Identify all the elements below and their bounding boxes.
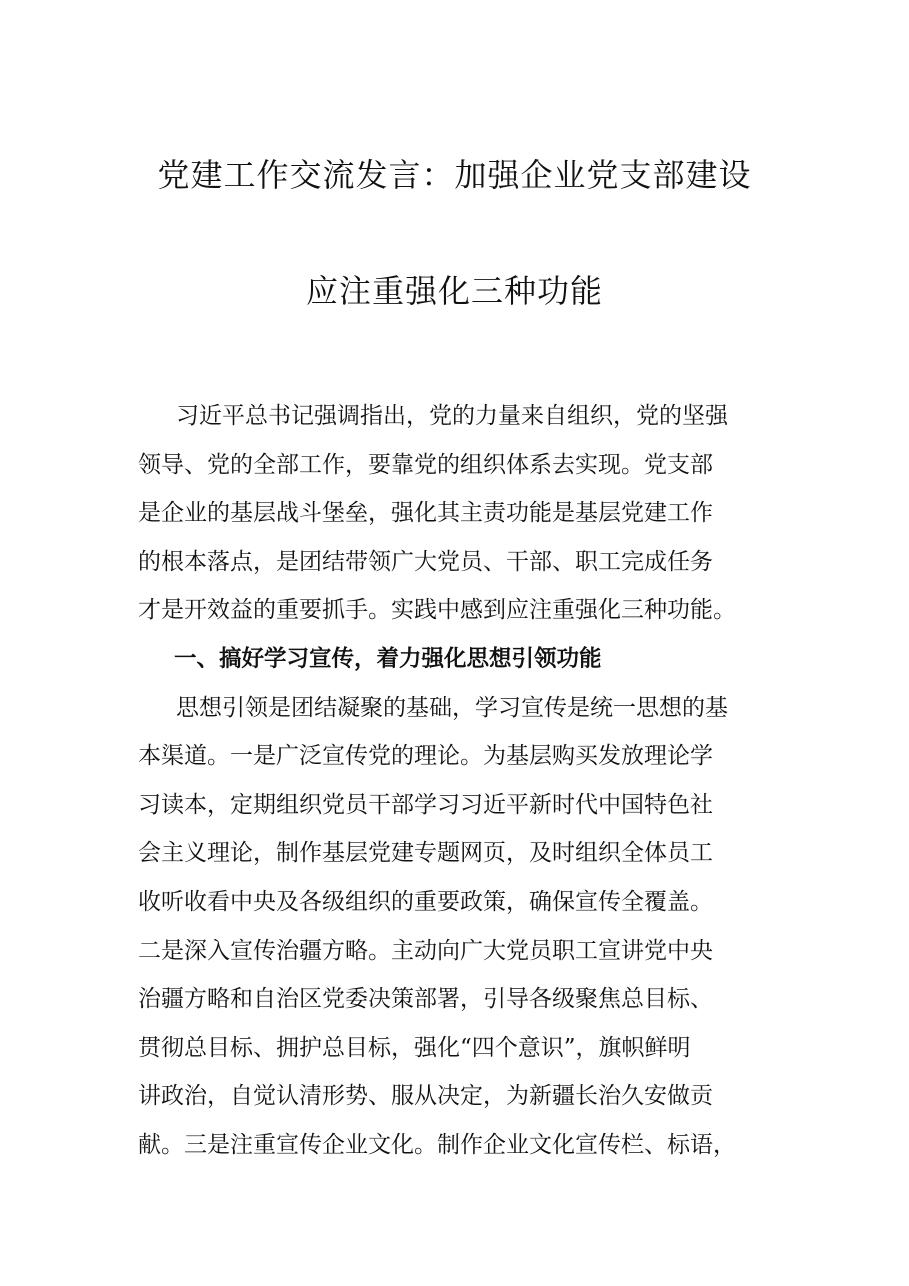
paragraph-line: 讲政治，自觉认清形势、服从决定，为新疆长治久安做贡 bbox=[138, 1083, 713, 1110]
paragraph-line: 习近平总书记强调指出，党的力量来自组织，党的坚强 bbox=[176, 403, 728, 429]
section-heading: 一、搞好学习宣传，着力强化思想引领功能 bbox=[174, 645, 602, 672]
paragraph-line: 习读本，定期组织党员干部学习习近平新时代中国特色社 bbox=[138, 791, 713, 818]
paragraph-line: 贯彻总目标、拥护总目标，强化“四个意识”，旗帜鲜明 bbox=[138, 1034, 691, 1061]
paragraph-line: 的根本落点，是团结带领广大党员、干部、职工完成任务 bbox=[138, 548, 713, 575]
paragraph-line: 思想引领是团结凝聚的基础，学习宣传是统一思想的基 bbox=[176, 694, 728, 721]
paragraph-line: 治疆方略和自治区党委决策部署，引导各级聚焦总目标、 bbox=[138, 986, 713, 1013]
document-body bbox=[138, 392, 778, 1170]
paragraph-line: 领导、党的全部工作，要靠党的组织体系去实现。党支部 bbox=[138, 451, 713, 478]
paragraph-line: 收听收看中央及各级组织的重要政策，确保宣传全覆盖。 bbox=[138, 888, 713, 915]
paragraph-line: 本渠道。一是广泛宣传党的理论。为基层购买发放理论学 bbox=[138, 743, 713, 770]
paragraph-line: 二是深入宣传治疆方略。主动向广大党员职工宣讲党中央 bbox=[138, 937, 713, 964]
paragraph-line: 会主义理论，制作基层党建专题网页，及时组织全体员工 bbox=[138, 840, 713, 867]
paragraph-line: 是企业的基层战斗堡垒，强化其主责功能是基层党建工作 bbox=[138, 500, 713, 527]
paragraph-line: 才是开效益的重要抓手。实践中感到应注重强化三种功能。 bbox=[138, 597, 736, 624]
paragraph-line: 献。三是注重宣传企业文化。制作企业文化宣传栏、标语， bbox=[138, 1131, 736, 1158]
document-title-line-1: 党建工作交流发言：加强企业党支部建设 bbox=[157, 156, 752, 194]
document-title-line-2: 应注重强化三种功能 bbox=[305, 272, 603, 310]
